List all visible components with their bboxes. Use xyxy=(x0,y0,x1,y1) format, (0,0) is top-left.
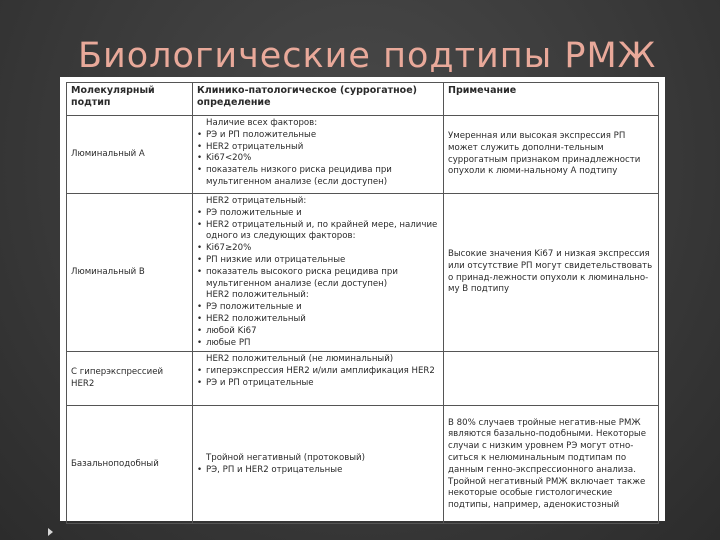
slide-marker-icon xyxy=(48,528,53,536)
subtype-cell: Люминальный В xyxy=(67,194,193,352)
definition-group-heading: HER2 положительный (не люминальный) xyxy=(206,354,394,365)
definition-bullet-item: • РЭ и РП положительные xyxy=(197,130,439,142)
definition-group-heading: HER2 отрицательный: xyxy=(206,196,307,206)
table-row xyxy=(67,194,659,352)
header-definition: Клинико-патологическое (суррогатное) определение xyxy=(193,83,444,116)
definition-bullet-item: • гиперэкспрессия HER2 и/или амплификация HER2 xyxy=(197,366,439,378)
definition-bullet-item: • РП низкие или отрицательные xyxy=(197,255,439,267)
header-note: Примечание xyxy=(444,83,659,116)
note-cell: В 80% случаев тройные негатив-ные РМЖ являются базально-подобными. Некоторые случаи с низким уровнем РЭ могут отно-ситься к нелюминальным подтипам по данным генно-экспрессионного анализа. Тройной негативный РМЖ включает также некоторые особые гистологические подтипы, например, аденокистозный xyxy=(444,406,659,524)
definition-list xyxy=(197,196,439,349)
subtype-cell: Люминальный А xyxy=(67,116,193,194)
subtype-cell: Базальноподобный xyxy=(67,406,193,524)
definition-list xyxy=(197,453,439,477)
definition-bullet-item: • РЭ, РП и HER2 отрицательные xyxy=(197,465,439,477)
slide-title: Биологические подтипы РМЖ xyxy=(78,36,657,76)
definition-list xyxy=(197,118,439,189)
note-cell: Умеренная или высокая экспрессия РП может служить дополни-тельным суррогатным признаком принадлежности опухоли к люми-нальному А подтипу xyxy=(444,116,659,194)
subtypes-table xyxy=(66,82,659,524)
definition-cell xyxy=(193,352,444,406)
definition-bullet-item: • Ki67≥20% xyxy=(197,243,439,255)
table-sheet xyxy=(60,77,665,521)
table-row xyxy=(67,116,659,194)
definition-bullet-item: • HER2 отрицательный и, по крайней мере, наличие одного из следующих факторов: xyxy=(197,220,439,244)
definition-bullet-item: • РЭ положительные и xyxy=(197,302,439,314)
definition-group-heading: Тройной негативный (протоковый) xyxy=(206,453,365,464)
definition-cell xyxy=(193,194,444,352)
definition-bullet-item: • показатель высокого риска рецидива при мультигенном анализе (если доступен) xyxy=(197,267,439,291)
note-cell xyxy=(444,352,659,406)
table-row xyxy=(67,406,659,524)
table-header-row xyxy=(67,83,659,116)
definition-bullet-item: • РЭ положительные и xyxy=(197,208,439,220)
definition-bullet-item: • HER2 отрицательный xyxy=(197,142,439,154)
definition-group-heading: Наличие всех факторов: xyxy=(206,118,318,128)
definition-cell xyxy=(193,406,444,524)
definition-bullet-item: • любой Ki67 xyxy=(197,326,439,338)
note-cell: Высокие значения Ki67 и низкая экспрессия или отсутствие РП могут свидетельствовать о принад-лежности опухоли к люминально-му В подтипу xyxy=(444,194,659,352)
definition-bullet-item: • HER2 положительный xyxy=(197,314,439,326)
subtype-cell: С гиперэкспрессией HER2 xyxy=(67,352,193,406)
table-row xyxy=(67,352,659,406)
definition-bullet-item: • Ki67<20% xyxy=(197,153,439,165)
definition-bullet-item: • РЭ и РП отрицательные xyxy=(197,378,439,390)
header-subtype: Молекулярный подтип xyxy=(67,83,193,116)
definition-bullet-item: • показатель низкого риска рецидива при мультигенном анализе (если доступен) xyxy=(197,165,439,189)
definition-list xyxy=(197,354,439,389)
definition-bullet-item: • любые РП xyxy=(197,338,439,350)
definition-group-heading: HER2 положительный: xyxy=(206,290,309,301)
definition-cell xyxy=(193,116,444,194)
